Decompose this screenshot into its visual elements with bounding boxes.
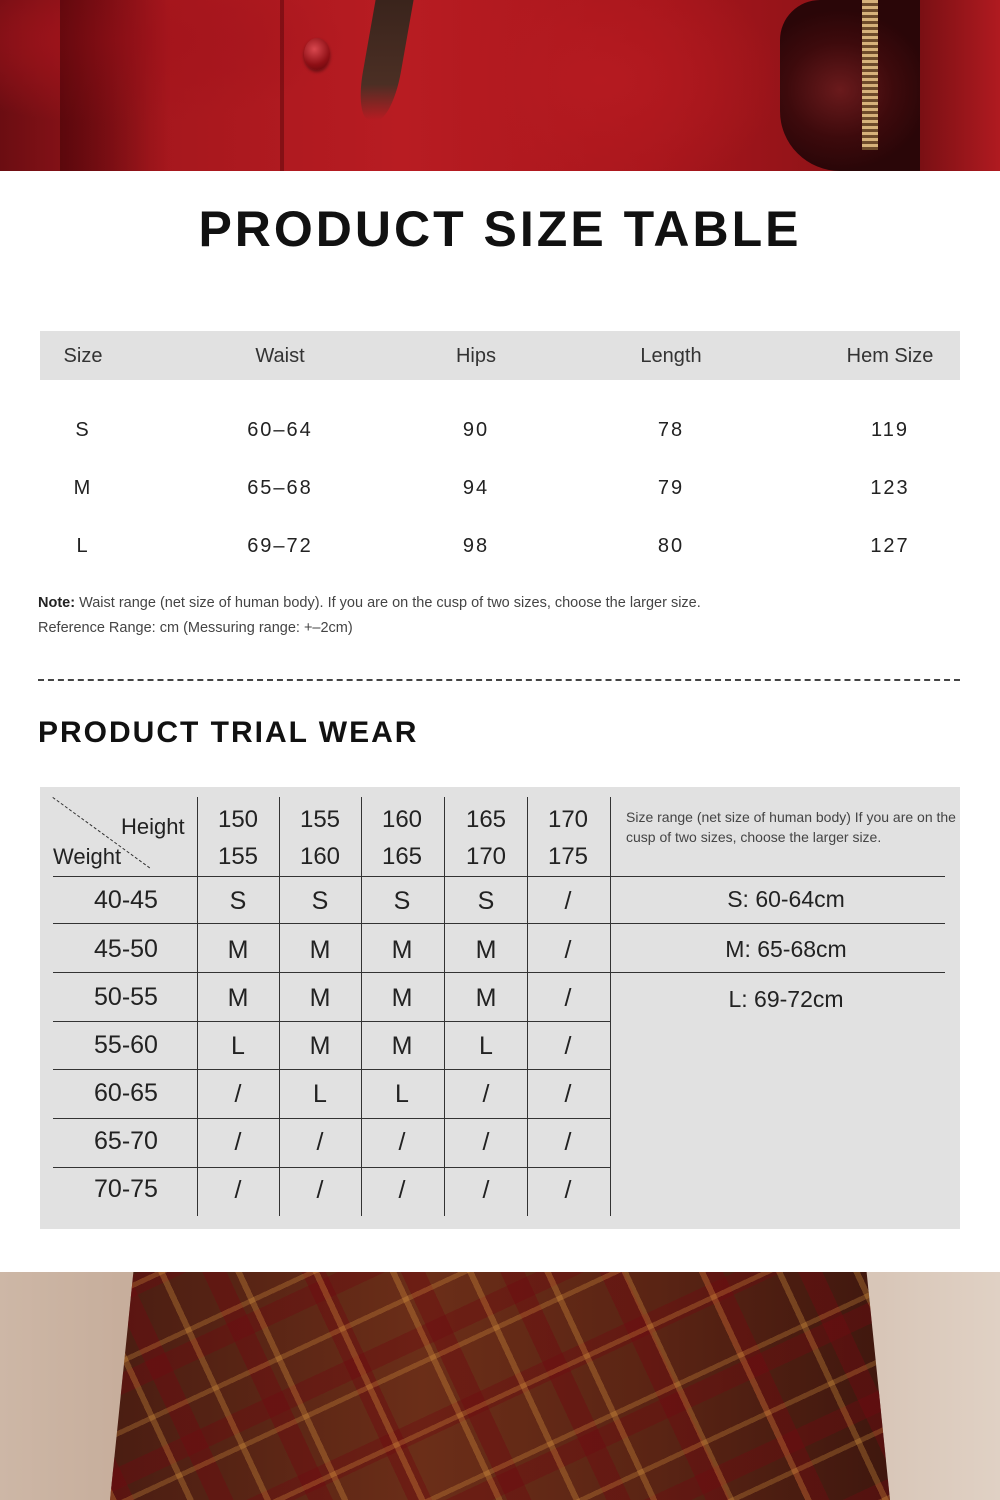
size-recommendation-cell: M (391, 1032, 413, 1060)
height-range-start: 150 (217, 806, 259, 833)
size-col-header: Waist (255, 345, 305, 367)
height-range-end: 160 (299, 843, 341, 870)
weight-range-label: 70-75 (94, 1175, 158, 1203)
size-recommendation-cell: / (234, 1080, 242, 1108)
size-recommendation-cell: / (564, 1176, 572, 1204)
grid-line (53, 972, 945, 973)
size-cell: 127 (870, 535, 910, 557)
weight-range-label: 40-45 (94, 886, 158, 914)
size-range-value: S: 60-64cm (727, 886, 845, 912)
grid-line (53, 923, 945, 924)
grid-line (197, 797, 198, 1216)
size-recommendation-cell: M (227, 984, 249, 1012)
weight-range-label: 50-55 (94, 983, 158, 1011)
size-recommendation-cell: M (475, 984, 497, 1012)
height-range-header (290, 801, 350, 875)
size-range-value: L: 69-72cm (728, 986, 844, 1012)
size-cell: 69–72 (247, 535, 313, 557)
grid-line (279, 797, 280, 1216)
grid-line (53, 876, 945, 877)
size-recommendation-cell: / (482, 1128, 490, 1156)
product-photo-top (0, 0, 1000, 171)
height-range-start: 165 (465, 806, 507, 833)
size-cell: 98 (462, 535, 490, 557)
size-label: S (75, 419, 91, 441)
size-col-header: Length (640, 345, 702, 367)
size-table-header (40, 331, 960, 380)
size-recommendation-cell: S (477, 887, 495, 915)
reference-range-note: Reference Range: cm (Messuring range: +–2cm) (38, 620, 353, 636)
size-recommendation-cell: S (393, 887, 411, 915)
size-recommendation-cell: M (227, 936, 249, 964)
size-label: M (73, 477, 93, 499)
size-recommendation-cell: S (311, 887, 329, 915)
size-recommendation-cell: / (564, 936, 572, 964)
size-recommendation-cell: / (482, 1176, 490, 1204)
height-range-start: 160 (381, 806, 423, 833)
trial-side-note: Size range (net size of human body) If you are on the cusp of two sizes, choose the larger size. (626, 809, 956, 845)
size-recommendation-cell: / (316, 1176, 324, 1204)
size-cell: 123 (870, 477, 910, 499)
grid-line (527, 797, 528, 1216)
weight-range-label: 55-60 (94, 1031, 158, 1059)
size-recommendation-cell: / (398, 1176, 406, 1204)
size-cell: 60–64 (247, 419, 313, 441)
size-recommendation-cell: L (479, 1032, 493, 1060)
size-cell: 65–68 (247, 477, 313, 499)
size-recommendation-cell: L (231, 1032, 245, 1060)
size-recommendation-cell: M (309, 1032, 331, 1060)
size-cell: 78 (657, 419, 685, 441)
height-range-start: 170 (547, 806, 589, 833)
size-col-header: Hips (455, 345, 497, 367)
size-cell: 90 (462, 419, 490, 441)
size-recommendation-cell: / (564, 984, 572, 1012)
grid-line (610, 797, 611, 1216)
size-cell: 119 (871, 419, 909, 441)
coat-button-image (304, 38, 330, 70)
size-recommendation-cell: M (309, 984, 331, 1012)
trial-wear-title: PRODUCT TRIAL WEAR (38, 716, 419, 749)
corner-height-label: Height (121, 814, 185, 839)
height-range-header (372, 801, 432, 875)
height-range-header (538, 801, 598, 875)
note-text: Waist range (net size of human body). If you are on the cusp of two sizes, choose the larger size. (75, 595, 701, 611)
size-recommendation-cell: / (564, 1080, 572, 1108)
plaid-skirt-image (110, 1272, 890, 1500)
size-col-header: Size (63, 345, 103, 367)
size-recommendation-cell: M (391, 936, 413, 964)
height-range-end: 155 (217, 843, 259, 870)
size-recommendation-cell: / (482, 1080, 490, 1108)
size-cell: 80 (657, 535, 685, 557)
height-range-start: 155 (299, 806, 341, 833)
size-col-header: Hem Size (846, 345, 934, 367)
size-cell: 79 (657, 477, 685, 499)
size-recommendation-cell: / (564, 1128, 572, 1156)
section-divider (38, 679, 960, 681)
weight-range-label: 60-65 (94, 1079, 158, 1107)
note-label: Note: (38, 595, 76, 611)
height-range-header (208, 801, 268, 875)
height-range-end: 165 (381, 843, 423, 870)
size-recommendation-cell: L (313, 1080, 327, 1108)
weight-range-label: 45-50 (94, 935, 158, 963)
product-photo-bottom (0, 1272, 1000, 1500)
size-recommendation-cell: / (564, 887, 572, 915)
height-range-end: 175 (547, 843, 589, 870)
size-recommendation-cell: / (398, 1128, 406, 1156)
size-recommendation-cell: M (309, 936, 331, 964)
size-recommendation-cell: M (475, 936, 497, 964)
size-recommendation-cell: S (229, 887, 247, 915)
grid-line (444, 797, 445, 1216)
height-range-header (456, 801, 516, 875)
size-recommendation-cell: / (234, 1176, 242, 1204)
grid-line (361, 797, 362, 1216)
size-note (38, 595, 701, 611)
size-recommendation-cell: M (391, 984, 413, 1012)
size-table-title: PRODUCT SIZE TABLE (198, 201, 802, 257)
size-label: L (76, 535, 90, 557)
size-recommendation-cell: / (316, 1128, 324, 1156)
size-recommendation-cell: L (395, 1080, 409, 1108)
corner-weight-label: Weight (53, 844, 122, 869)
size-cell: 94 (462, 477, 490, 499)
height-range-end: 170 (465, 843, 507, 870)
weight-range-label: 65-70 (94, 1127, 158, 1155)
size-range-value: M: 65-68cm (725, 936, 847, 962)
size-recommendation-cell: / (234, 1128, 242, 1156)
size-recommendation-cell: / (564, 1032, 572, 1060)
